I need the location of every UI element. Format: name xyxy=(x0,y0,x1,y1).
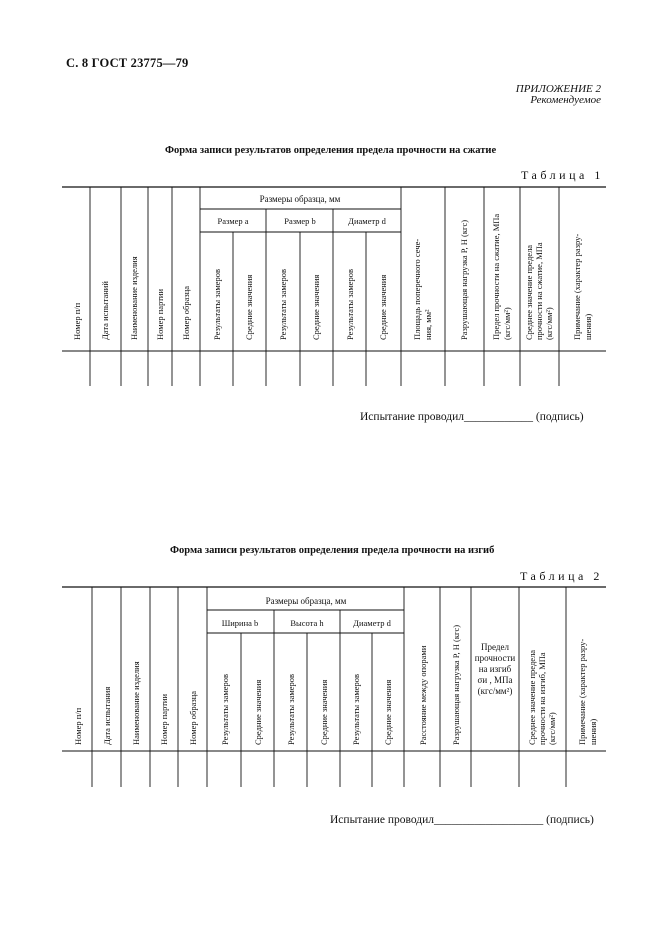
appendix-subtitle: Рекомендуемое xyxy=(530,94,601,106)
table1-col-avg-3: (кгс/мм²) xyxy=(544,307,554,340)
table2-col-num: Номер п/п xyxy=(73,707,83,745)
table2-col-sample: Номер образца xyxy=(188,690,198,745)
table2-col-strength-3: на изгиб xyxy=(478,664,512,674)
table2-signature: Испытание проводил___________________ (подпись) xyxy=(330,814,594,826)
table1-group-header: Размеры образца, мм xyxy=(259,194,341,204)
table1-subgroup-b: Размер b xyxy=(284,216,316,226)
table2-col-load: Разрушающая нагрузка P, Н (кгс) xyxy=(451,624,461,745)
table1-label: Таблица 1 xyxy=(521,168,604,182)
table2-subgroup-h: Высота h xyxy=(290,618,324,628)
table2-col-batch: Номер партии xyxy=(159,693,169,745)
table1-col-sample: Номер образца xyxy=(181,285,191,340)
table1-col-batch: Номер партии xyxy=(155,288,165,340)
table1-col-avg-2: прочности на сжатие, МПа xyxy=(534,242,544,340)
table1-signature: Испытание проводил____________ (подпись) xyxy=(360,411,584,423)
table1-a-results: Результаты замеров xyxy=(212,268,222,340)
appendix-title: ПРИЛОЖЕНИЕ 2 xyxy=(515,83,601,95)
table1-col-strength-1: Предел прочности на сжатие, МПа xyxy=(491,213,501,340)
table2-h-results: Результаты замеров xyxy=(286,673,296,745)
table2-col-distance: Расстояние между опорами xyxy=(418,645,428,745)
table1-d-avg: Средние значения xyxy=(378,274,388,340)
table1-col-note-1: Примечание (характер разру- xyxy=(572,233,582,340)
table1-d-results: Результаты замеров xyxy=(345,268,355,340)
table1-col-note-2: шения) xyxy=(583,313,593,340)
table2-col-note-2: шения) xyxy=(588,718,598,745)
table2-b-results: Результаты замеров xyxy=(220,673,230,745)
table1-col-date: Дата испытаний xyxy=(100,281,110,340)
table2-col-date: Дата испытания xyxy=(102,686,112,745)
table1-title: Форма записи результатов определения предела прочности на сжатие xyxy=(165,145,497,156)
table1-b-avg: Средние значения xyxy=(311,274,321,340)
table2-b-avg: Средние значения xyxy=(253,679,263,745)
table1-col-name: Наименование изделия xyxy=(129,256,139,340)
table1-col-num: Номер п/п xyxy=(72,302,82,340)
table1-subgroup-d: Диаметр d xyxy=(348,216,386,226)
table2-col-strength-4: σи , МПа xyxy=(477,675,513,685)
table1-subgroup-a: Размер a xyxy=(217,216,249,226)
table2-col-note-1: Примечание (характер разру- xyxy=(577,638,587,745)
table1-col-strength-2: (кгс/мм²) xyxy=(502,307,512,340)
page-header: С. 8 ГОСТ 23775—79 xyxy=(66,56,189,70)
table2-title: Форма записи результатов определения предела прочности на изгиб xyxy=(170,545,495,556)
table2-col-strength-1: Предел xyxy=(481,642,509,652)
table1-col-avg-1: Среднее значение предела xyxy=(524,244,534,340)
table2-col-name: Наименование изделия xyxy=(131,661,141,745)
table1-a-avg: Средние значения xyxy=(244,274,254,340)
table2-label: Таблица 2 xyxy=(520,569,603,583)
table2-col-strength-2: прочности xyxy=(474,653,516,663)
table2-h-avg: Средние значения xyxy=(319,679,329,745)
table2-subgroup-d: Диаметр d xyxy=(353,618,391,628)
table2-grid xyxy=(62,587,606,787)
table2-col-avg-2: прочности на изгиб, МПа xyxy=(537,652,547,745)
table2-group-header: Размеры образца, мм xyxy=(265,596,347,606)
table1-b-results: Результаты замеров xyxy=(278,268,288,340)
table2-col-avg-1: Среднее значение предела xyxy=(527,649,537,745)
table2-d-avg: Средние значения xyxy=(383,679,393,745)
table2-subgroup-b: Ширина b xyxy=(221,618,259,628)
table1-col-area-2: ния, мм² xyxy=(423,309,433,340)
table2-d-results: Результаты замеров xyxy=(351,673,361,745)
table1-col-area-1: Площадь поперечного сече- xyxy=(412,238,422,340)
table2-col-strength-5: (кгс/мм²) xyxy=(477,686,513,696)
table2-col-avg-3: (кгс/мм²) xyxy=(547,712,557,745)
table1-col-load: Разрушающая нагрузка P, Н (кгс) xyxy=(459,219,469,340)
